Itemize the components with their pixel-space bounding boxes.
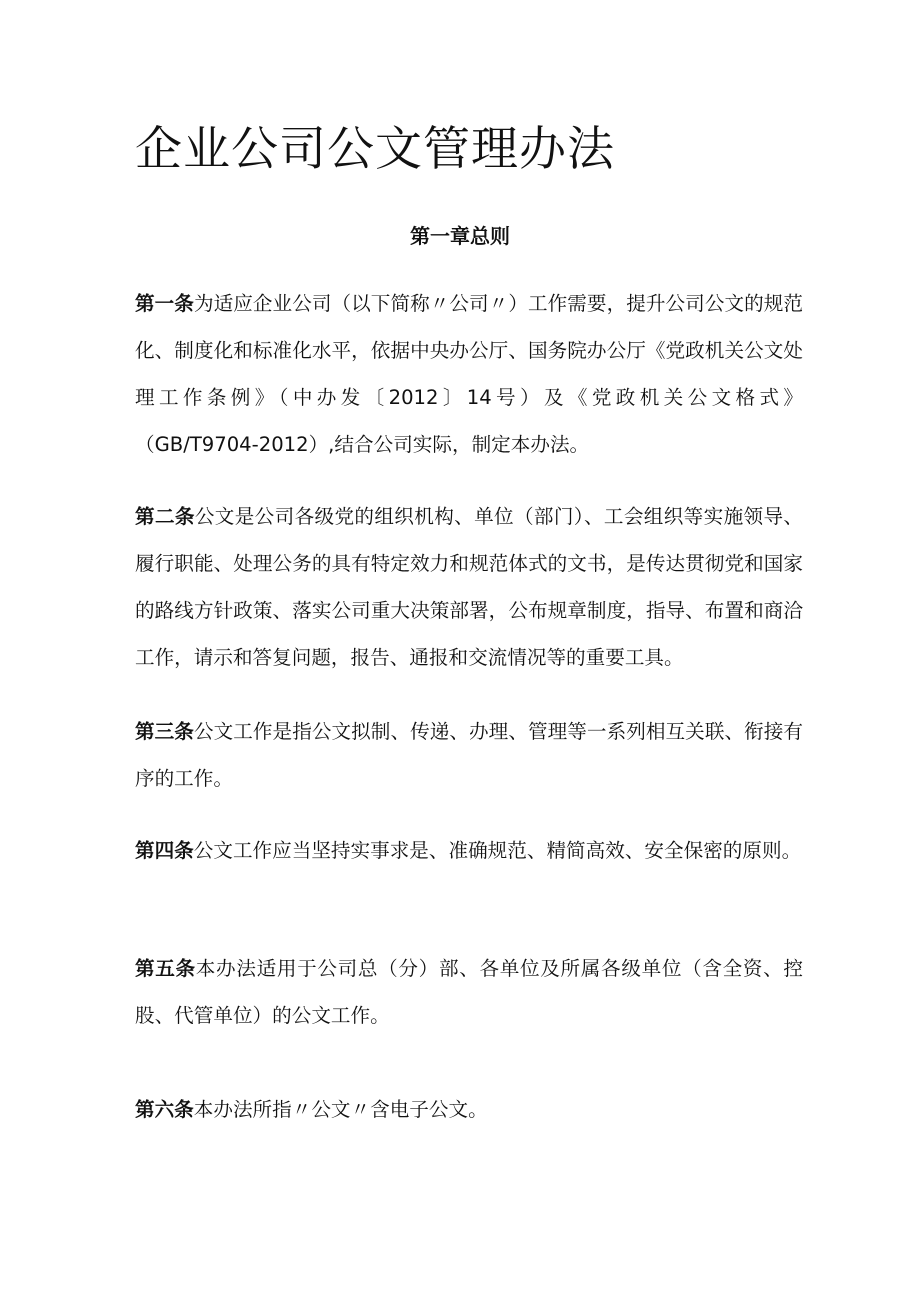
article-1-label: 第一条 (135, 292, 194, 315)
chapter-heading: 第一章总则 (410, 224, 510, 248)
article-2-text: 公文是公司各级党的组织机构、单位（部门）、工会组织等实施领导、履行职能、处理公务的具有特定效力和规范体式的文书，是传达贯彻党和国家的路线方针政策、落实公司重大决策部署，公布规章制度，指导、布置和商洽工作，请示和答复问题，报告、通报和交流情况等的重要工具。 (135, 505, 804, 669)
article-4 (135, 827, 803, 874)
article-3-label: 第三条 (135, 720, 194, 743)
document-title: 企业公司公文管理办法 (135, 122, 615, 177)
article-6-text: 本办法所指〃公文〃含电子公文。 (193, 1098, 488, 1121)
article-3-text: 公文工作是指公文拟制、传递、办理、管理等一系列相互关联、衔接有序的工作。 (135, 720, 804, 790)
article-1 (135, 280, 803, 468)
article-5-text: 本办法适用于公司总（分）部、各单位及所属各级单位（含全资、控股、代管单位）的公文工作。 (135, 957, 804, 1027)
article-5-label: 第五条 (135, 957, 196, 980)
article-4-label: 第四条 (135, 839, 194, 862)
article-2-label: 第二条 (135, 505, 195, 528)
article-6-label: 第六条 (135, 1098, 194, 1121)
article-4-text: 公文工作应当坚持实事求是、准确规范、精简高效、安全保密的原则。 (193, 839, 802, 862)
article-1-text: 为适应企业公司（以下简称〃公司〃）工作需要，提升公司公文的规范化、制度化和标准化水平，依据中央办公厅、国务院办公厅《党政机关公文处理工作条例》（中办发〔2012〕14号）及《党政机关公文格式》（GB/T9704-2012）,结合公司实际，制定本办法。 (135, 292, 804, 456)
article-2 (135, 493, 803, 681)
article-5 (135, 945, 803, 1039)
article-3 (135, 708, 803, 802)
article-6 (135, 1086, 803, 1133)
